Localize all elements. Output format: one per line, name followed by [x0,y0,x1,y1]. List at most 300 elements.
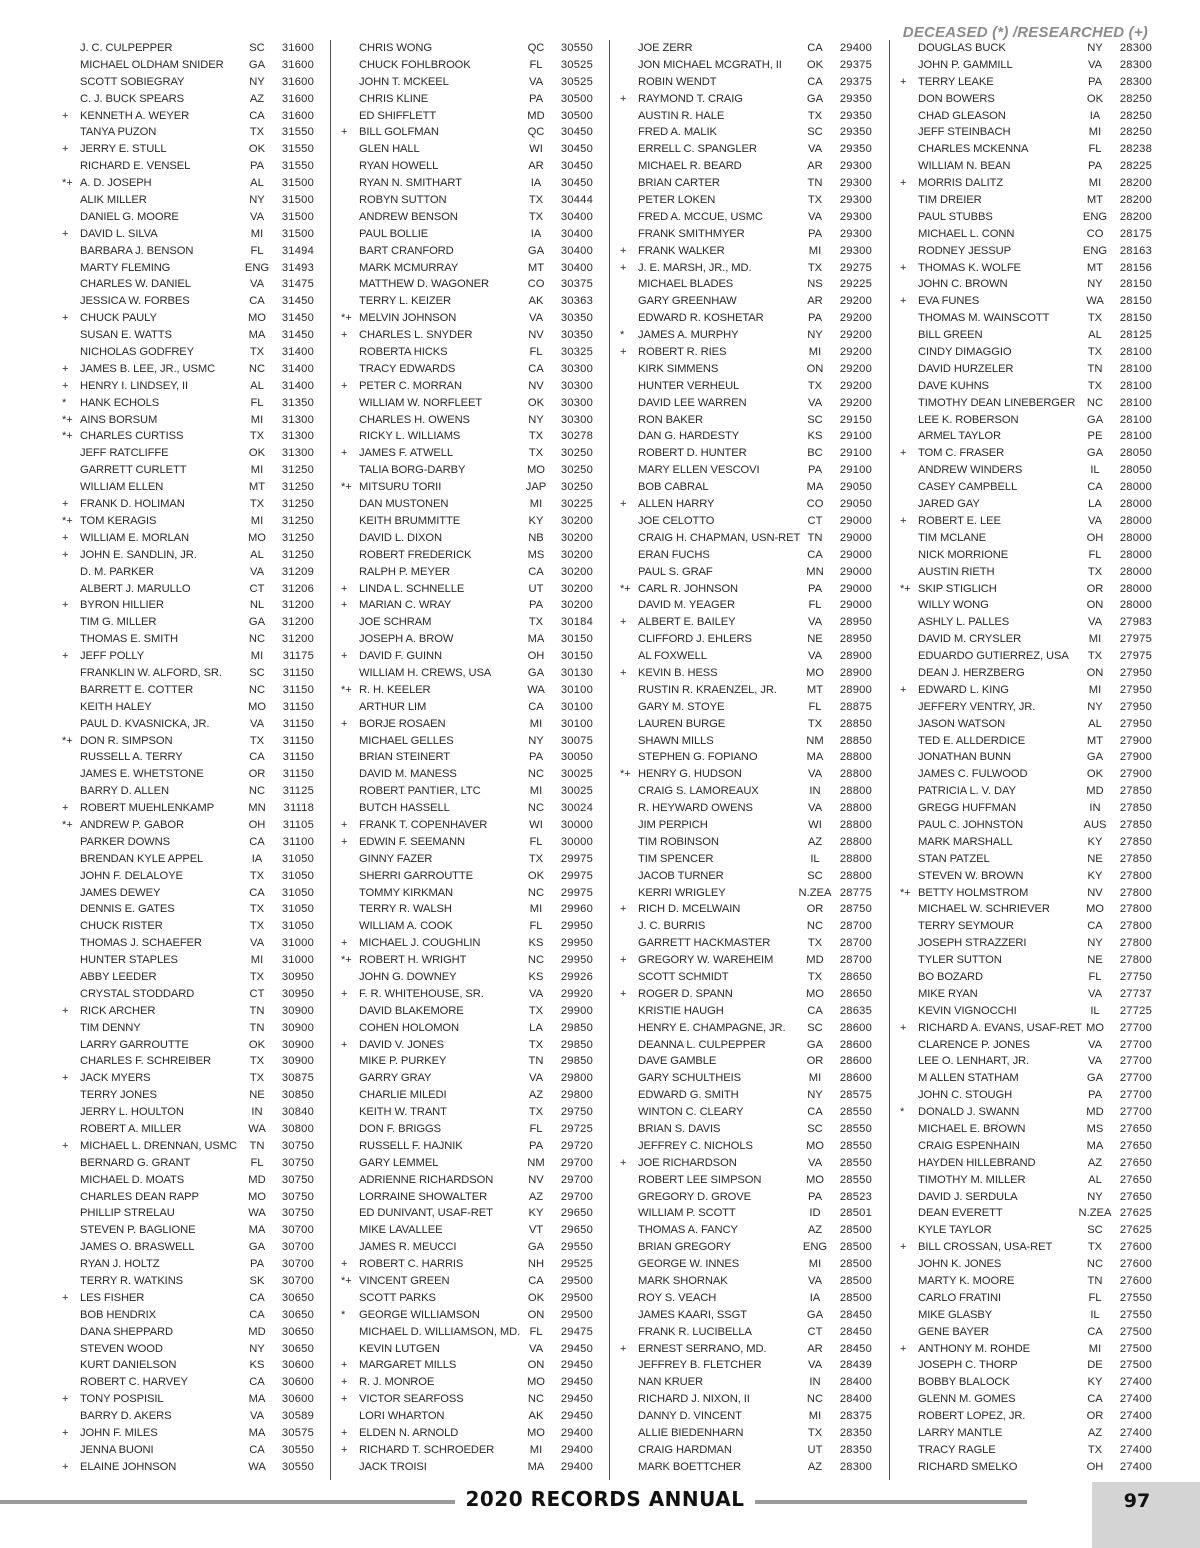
record-score: 30200 [560,514,593,527]
record-location: MO [526,1376,546,1389]
record-row [62,158,312,175]
record-score: 27550 [1119,1291,1152,1304]
record-location: PA [807,227,823,240]
record-score: 28500 [839,1224,872,1237]
record-location: FL [529,1325,543,1338]
record-location: FL [1088,1291,1102,1304]
record-name: CHRIS WONG [359,42,432,54]
record-location: MO [247,1190,267,1203]
record-score: 28950 [839,616,872,629]
footer-rule-right [755,1500,1027,1504]
record-name: STEVEN W. BROWN [918,869,1024,882]
record-score: 29800 [560,1072,593,1085]
record-row [900,885,1150,902]
record-score: 29700 [560,1173,593,1186]
record-score: 30400 [560,210,593,223]
record-name: ROBERT H. WRIGHT [359,954,467,967]
record-row [341,496,591,513]
record-row [620,1121,870,1138]
record-score: 29200 [839,396,872,409]
record-row [620,1222,870,1239]
record-location: CA [249,1376,265,1389]
record-location: OK [248,1038,266,1051]
record-location: KY [1087,835,1103,848]
record-name: JARED GAY [918,498,980,511]
record-score: 29350 [839,92,872,105]
record-name: MICHAEL W. SCHRIEVER [918,903,1050,916]
record-location: VA [528,75,544,88]
record-row [62,547,312,564]
record-name: JOE ZERR [638,42,693,54]
record-score: 28700 [839,920,872,933]
record-row [341,733,591,750]
record-score: 28175 [1119,227,1152,240]
record-score: 30225 [560,498,593,511]
record-score: 27850 [1119,785,1152,798]
record-row [341,276,591,293]
record-name: KRISTIE HAUGH [638,1004,724,1017]
record-row [900,1087,1150,1104]
record-marker: + [62,1393,69,1406]
record-marker: + [900,683,907,696]
record-location: MI [529,717,543,730]
record-name: BERNARD G. GRANT [80,1156,191,1169]
record-name: JOHN F. DELALOYE [80,869,183,882]
record-location: MI [1088,683,1102,696]
record-row [341,462,591,479]
record-row [341,868,591,885]
record-score: 27650 [1119,1123,1152,1135]
record-score: 30000 [560,818,593,831]
record-row [341,108,591,125]
record-row [900,969,1150,986]
record-row [900,310,1150,327]
record-score: 31200 [281,616,314,629]
record-name: GREGORY W. WAREHEIM [638,954,774,967]
record-location: VA [807,768,823,781]
record-score: 29650 [560,1207,593,1220]
record-row [341,699,591,716]
record-name: BRIAN GREGORY [638,1241,731,1254]
record-location: ID [809,1207,821,1220]
record-row [620,918,870,935]
record-row [341,1459,591,1476]
record-row [620,1138,870,1155]
record-score: 28400 [839,1393,872,1406]
record-name: DANIEL G. MOORE [80,210,179,223]
record-location: MA [527,1460,545,1473]
record-location: NY [1087,42,1103,54]
record-name: LARRY MANTLE [918,1427,1003,1440]
record-row [62,1391,312,1408]
record-name: TERRY L. KEIZER [359,295,451,308]
record-row [900,1104,1150,1121]
record-location: TX [249,869,265,882]
record-row [620,513,870,530]
record-score: 28500 [839,1241,872,1254]
record-row [62,91,312,108]
record-row [62,260,312,277]
record-location: KY [528,514,544,527]
record-score: 31600 [281,75,314,88]
record-marker: + [341,582,348,595]
record-location: CA [528,1275,544,1288]
record-name: JAMES KAARI, SSGT [638,1308,747,1321]
record-marker: *+ [620,768,631,781]
record-row [620,851,870,868]
record-location: VA [528,1342,544,1355]
record-location: BC [807,447,823,460]
record-row [62,276,312,293]
record-row [62,564,312,581]
record-name: HUNTER VERHEUL [638,379,740,392]
record-row [62,1020,312,1037]
record-name: ROBYN SUTTON [359,194,447,207]
record-name: BILL CROSSAN, USA-RET [918,1241,1053,1254]
record-score: 29225 [839,278,872,291]
record-location: VA [249,717,265,730]
record-name: ROBIN WENDT [638,75,717,88]
record-score: 30200 [560,565,593,578]
record-row [900,276,1150,293]
record-score: 30450 [560,143,593,156]
record-location: VA [528,987,544,1000]
record-location: TX [249,346,265,359]
record-name: HAYDEN HILLEBRAND [918,1156,1036,1169]
record-location: TX [249,498,265,511]
record-score: 28950 [839,633,872,646]
record-location: TX [1087,650,1103,663]
record-name: PETER C. MORRAN [359,379,462,392]
record-row [900,1442,1150,1459]
record-location: TN [249,1021,265,1034]
record-score: 29300 [839,194,872,207]
record-name: TIM DREIER [918,194,982,207]
record-score: 29050 [839,498,872,511]
record-name: CHRIS KLINE [359,92,429,105]
record-location: MI [808,244,822,257]
record-name: ALLIE BIEDENHARN [638,1427,744,1440]
record-row [341,293,591,310]
record-name: ANDREW P. GABOR [80,818,184,831]
record-score: 27650 [1119,1173,1152,1186]
record-name: NAN KRUER [638,1376,703,1389]
record-marker: * [62,396,67,409]
record-name: FRANK SMITHMYER [638,227,745,240]
record-row [62,1290,312,1307]
record-name: ANTHONY M. ROHDE [918,1342,1030,1355]
record-row [62,1408,312,1425]
record-location: PA [528,599,544,612]
record-marker: + [62,312,69,325]
record-name: MARTY FLEMING [80,261,171,274]
record-location: TX [528,194,544,207]
record-name: ALBERT J. MARULLO [80,582,191,595]
record-row [341,428,591,445]
record-location: MI [1088,633,1102,646]
record-location: NY [249,194,265,207]
record-score: 29100 [839,430,872,443]
record-location: OR [806,1055,824,1068]
record-row [900,1020,1150,1037]
record-marker: + [341,1443,348,1456]
record-name: ARMEL TAYLOR [918,430,1001,443]
record-score: 28100 [1119,413,1152,426]
record-location: NE [249,1089,265,1102]
record-row [900,1391,1150,1408]
record-score: 28000 [1119,531,1152,544]
record-name: CRAIG H. CHAPMAN, USN-RET [638,531,801,544]
record-location: TX [249,970,265,983]
record-score: 30100 [560,717,593,730]
record-name: PAUL BOLLIE [359,227,429,240]
record-row [620,428,870,445]
record-score: 29975 [560,852,593,865]
record-name: TANYA PUZON [80,126,157,139]
record-row [62,716,312,733]
record-location: FL [1088,143,1102,156]
record-score: 31209 [281,565,314,578]
record-name: DON R. SIMPSON [80,734,173,747]
record-row [341,1256,591,1273]
record-score: 30200 [560,582,593,595]
record-row [900,141,1150,158]
record-name: TIMOTHY M. MILLER [918,1173,1026,1186]
record-row [900,327,1150,344]
record-name: JERRY E. STULL [80,143,167,156]
record-row [62,1070,312,1087]
record-score: 31000 [281,954,314,967]
record-row [341,1053,591,1070]
record-location: IL [1090,1308,1100,1321]
record-location: TN [807,177,823,190]
record-location: VA [807,1275,823,1288]
record-row [62,631,312,648]
record-name: ROBERT PANTIER, LTC [359,785,481,798]
record-score: 31105 [282,818,314,831]
record-score: 27550 [1119,1308,1152,1321]
record-name: MARK BOETTCHER [638,1460,742,1473]
record-score: 28523 [839,1190,872,1203]
record-name: VICTOR SEARFOSS [359,1393,464,1406]
record-location: PA [1087,75,1103,88]
record-score: 28000 [1119,514,1152,527]
record-row [341,1273,591,1290]
record-marker: + [62,1291,69,1304]
record-row [62,141,312,158]
record-name: GENE BAYER [918,1325,989,1338]
record-location: PA [1087,1089,1103,1102]
record-score: 28000 [1119,565,1152,578]
record-score: 27400 [1119,1410,1152,1423]
record-name: ADRIENNE RICHARDSON [359,1173,494,1186]
record-score: 31500 [281,177,314,190]
record-score: 30250 [560,447,593,460]
column-divider [330,40,331,1480]
record-row [341,192,591,209]
record-row [62,1307,312,1324]
record-score: 29300 [839,210,872,223]
record-location: NE [1087,954,1103,967]
record-name: RICH D. MCELWAIN [638,903,741,916]
record-name: ROBERT MUEHLENKAMP [80,802,214,815]
record-score: 29850 [560,1055,593,1068]
record-name: LINDA L. SCHNELLE [359,582,465,595]
record-score: 27600 [1119,1258,1152,1271]
record-row [341,158,591,175]
record-name: FRED A. MCCUE, USMC [638,210,763,223]
record-row [341,1037,591,1054]
record-score: 30300 [560,413,593,426]
record-row [620,243,870,260]
record-row [620,665,870,682]
record-name: PAUL STUBBS [918,210,993,223]
record-location: NV [1087,886,1103,899]
record-name: PAUL S. GRAF [638,565,713,578]
record-row [620,293,870,310]
record-name: AUSTIN R. HALE [638,109,725,122]
record-location: PA [249,160,265,173]
record-score: 28163 [1119,244,1152,257]
record-row [900,1155,1150,1172]
record-location: NV [528,379,544,392]
record-row [341,344,591,361]
record-location: TX [528,852,544,865]
record-name: HENRY I. LINDSEY, II [80,379,189,392]
record-location: VA [528,312,544,325]
record-location: GA [248,616,266,629]
record-score: 30550 [281,1460,314,1473]
record-score: 30700 [281,1224,314,1237]
record-score: 31150 [282,717,314,730]
record-marker: *+ [900,582,911,595]
record-name: KYLE TAYLOR [918,1224,992,1237]
record-marker: *+ [341,312,352,325]
record-row [341,1222,591,1239]
record-row [341,1003,591,1020]
record-name: MORRIS DALITZ [918,177,1004,190]
record-score: 30500 [560,109,593,122]
record-row [900,1408,1150,1425]
record-score: 30650 [281,1308,314,1321]
record-name: MICHAEL E. BROWN [918,1123,1026,1135]
record-row [341,817,591,834]
record-name: JENNA BUONI [80,1443,154,1456]
record-row [620,1155,870,1172]
record-marker: *+ [341,481,352,494]
record-location: NC [248,633,266,646]
record-location: KS [528,970,544,983]
record-location: WI [808,818,822,831]
record-row [62,226,312,243]
record-location: CA [1087,920,1103,933]
record-row [620,597,870,614]
record-score: 29475 [560,1325,593,1338]
record-row [900,1037,1150,1054]
record-row [620,648,870,665]
record-row [900,766,1150,783]
record-row [900,462,1150,479]
record-score: 30525 [560,75,593,88]
record-name: LARRY GARROUTTE [80,1038,189,1051]
record-score: 30278 [560,430,593,443]
record-score: 28900 [839,683,872,696]
record-score: 31125 [282,785,314,798]
record-marker: *+ [62,430,73,443]
record-name: DONALD J. SWANN [918,1106,1020,1119]
record-row [900,108,1150,125]
record-score: 27700 [1119,1106,1152,1119]
record-score: 29200 [839,379,872,392]
record-row [62,530,312,547]
record-row [62,682,312,699]
record-location: NY [1087,700,1103,713]
record-location: IN [809,785,821,798]
record-row [620,868,870,885]
record-location: FL [529,346,543,359]
record-name: GINNY FAZER [359,852,433,865]
record-name: RUSTIN R. KRAENZEL, JR. [638,683,777,696]
record-row [341,631,591,648]
record-name: HENRY E. CHAMPAGNE, JR. [638,1021,786,1034]
column-divider [889,40,890,1480]
record-name: BOBBY BLALOCK [918,1376,1010,1389]
record-marker: * [341,1308,346,1321]
record-row [341,648,591,665]
record-location: TN [249,1139,265,1152]
record-name: DAVE GAMBLE [638,1055,717,1068]
record-row [620,783,870,800]
record-name: GARRETT HACKMASTER [638,937,771,950]
record-marker: + [900,261,907,274]
record-row [900,817,1150,834]
record-name: DAVID HURZELER [918,362,1014,375]
record-location: FL [529,835,543,848]
record-name: CHARLES F. SCHREIBER [80,1055,212,1068]
record-name: MARIAN C. WRAY [359,599,452,612]
record-score: 30200 [560,531,593,544]
record-name: JACOB TURNER [638,869,724,882]
record-score: 31600 [281,109,314,122]
record-location: MD [806,954,824,967]
record-location: OK [527,396,545,409]
record-row [620,631,870,648]
record-location: GA [1086,1072,1104,1085]
record-location: GA [248,1241,266,1254]
record-location: CA [1087,1325,1103,1338]
record-row [900,57,1150,74]
record-location: CO [806,498,824,511]
record-name: ROBERT FREDERICK [359,548,472,561]
record-row [62,986,312,1003]
record-row [900,1222,1150,1239]
record-score: 30650 [281,1291,314,1304]
record-name: GARY GREENHAW [638,295,737,308]
record-score: 29500 [560,1308,593,1321]
record-row [620,1307,870,1324]
record-name: BILL GREEN [918,329,983,342]
record-row [62,597,312,614]
record-location: TX [807,717,823,730]
record-score: 27800 [1119,937,1152,950]
record-location: CA [249,1291,265,1304]
record-score: 29200 [839,362,872,375]
record-score: 30750 [281,1139,314,1152]
record-score: 29350 [839,126,872,139]
record-score: 31550 [281,143,314,156]
record-row [341,226,591,243]
record-location: TX [528,447,544,460]
